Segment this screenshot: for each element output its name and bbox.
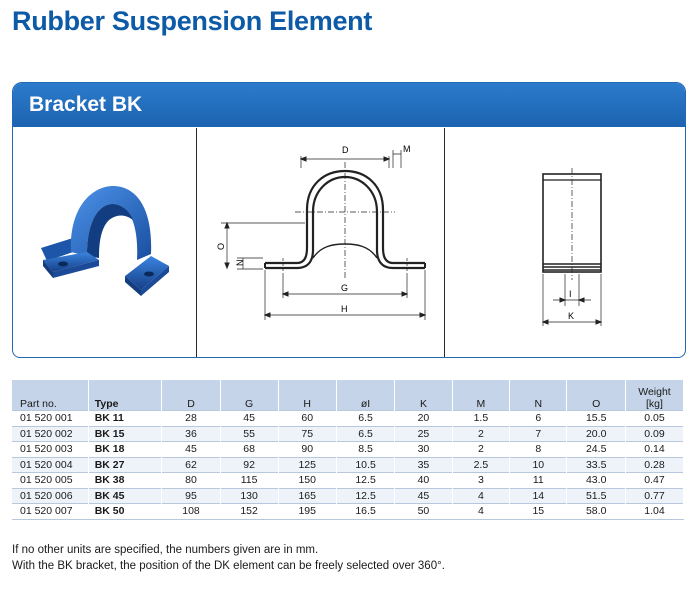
table-cell: 10.5: [336, 457, 395, 473]
table-row: [12, 442, 684, 458]
col-oi: øI: [336, 380, 395, 411]
table-cell: 24.5: [567, 442, 626, 458]
table-cell: BK 50: [88, 504, 162, 520]
table-cell: 3: [452, 473, 510, 489]
col-o: O: [567, 380, 626, 411]
label-h: H: [341, 304, 348, 314]
table-cell: 0.28: [625, 457, 683, 473]
col-weight-label: Weight: [638, 386, 671, 398]
table-cell: 125: [278, 457, 336, 473]
spec-table: [12, 380, 684, 520]
page-title: Rubber Suspension Element: [12, 6, 373, 36]
col-n: N: [510, 380, 567, 411]
table-cell: 115: [220, 473, 278, 489]
table-cell: BK 27: [88, 457, 162, 473]
table-row: [12, 488, 684, 504]
col-weight-unit: [kg]: [646, 398, 663, 410]
table-cell: 0.09: [625, 426, 683, 442]
col-weight: [625, 380, 683, 411]
table-cell: 50: [395, 504, 452, 520]
table-header-row: [12, 380, 684, 411]
table-cell: BK 11: [88, 411, 162, 427]
col-type: Type: [88, 380, 162, 411]
col-g: G: [220, 380, 278, 411]
col-m: M: [452, 380, 510, 411]
label-d: D: [342, 145, 349, 155]
table-cell: 68: [220, 442, 278, 458]
table-cell: 20.0: [567, 426, 626, 442]
label-m: M: [403, 144, 411, 154]
table-cell: 7: [510, 426, 567, 442]
table-cell: 60: [278, 411, 336, 427]
table-cell: 1.5: [452, 411, 510, 427]
col-k: K: [395, 380, 452, 411]
table-cell: 01 520 007: [12, 504, 88, 520]
table-cell: 15.5: [567, 411, 626, 427]
label-o: O: [216, 242, 226, 250]
table-row: [12, 504, 684, 520]
table-cell: 195: [278, 504, 336, 520]
table-cell: 28: [162, 411, 220, 427]
table-row: [12, 411, 684, 427]
table-cell: 165: [278, 488, 336, 504]
table-cell: 4: [452, 488, 510, 504]
table-row: [12, 473, 684, 489]
note-units: If no other units are specified, the numbers given are in mm.: [12, 544, 319, 556]
table-cell: 33.5: [567, 457, 626, 473]
label-g: G: [341, 283, 349, 293]
table-cell: BK 15: [88, 426, 162, 442]
table-row: [12, 457, 684, 473]
table-cell: 8.5: [336, 442, 395, 458]
table-cell: 2.5: [452, 457, 510, 473]
table-cell: 01 520 002: [12, 426, 88, 442]
table-cell: 1.04: [625, 504, 683, 520]
table-cell: 55: [220, 426, 278, 442]
table-cell: 01 520 006: [12, 488, 88, 504]
table-cell: 40: [395, 473, 452, 489]
product-panel: [12, 82, 686, 358]
product-photo-cell: [13, 128, 195, 357]
panel-body: [13, 128, 685, 357]
table-cell: BK 38: [88, 473, 162, 489]
table-cell: 4: [452, 504, 510, 520]
note-bracket: With the BK bracket, the position of the DK element can be freely selected over 360°.: [12, 560, 445, 572]
table-cell: 01 520 004: [12, 457, 88, 473]
col-d: D: [162, 380, 220, 411]
table-cell: 10: [510, 457, 567, 473]
side-view-drawing-cell: [444, 128, 686, 357]
product-photo: [13, 128, 195, 357]
col-h: H: [278, 380, 336, 411]
table-cell: 2: [452, 426, 510, 442]
table-cell: 12.5: [336, 488, 395, 504]
table-cell: 95: [162, 488, 220, 504]
table-cell: 25: [395, 426, 452, 442]
table-cell: 0.47: [625, 473, 683, 489]
table-cell: 45: [395, 488, 452, 504]
col-part-no: Part no.: [12, 380, 88, 411]
table-cell: 130: [220, 488, 278, 504]
table-cell: 43.0: [567, 473, 626, 489]
side-view-drawing: [445, 128, 686, 357]
label-n: N: [235, 259, 245, 266]
table-cell: 11: [510, 473, 567, 489]
front-view-drawing: [197, 128, 444, 357]
table-cell: 62: [162, 457, 220, 473]
table-cell: BK 18: [88, 442, 162, 458]
table-cell: 58.0: [567, 504, 626, 520]
table-cell: 30: [395, 442, 452, 458]
table-cell: 12.5: [336, 473, 395, 489]
notes: [12, 542, 445, 574]
table-cell: 14: [510, 488, 567, 504]
table-cell: 15: [510, 504, 567, 520]
table-cell: 16.5: [336, 504, 395, 520]
front-view-drawing-cell: [196, 128, 444, 357]
panel-heading: Bracket BK: [13, 83, 685, 127]
table-cell: 2: [452, 442, 510, 458]
table-cell: 36: [162, 426, 220, 442]
table-cell: 6.5: [336, 411, 395, 427]
table-cell: 20: [395, 411, 452, 427]
table-cell: 108: [162, 504, 220, 520]
table-cell: 90: [278, 442, 336, 458]
table-body: [12, 411, 684, 520]
table-cell: 92: [220, 457, 278, 473]
table-cell: 0.14: [625, 442, 683, 458]
table-cell: 0.05: [625, 411, 683, 427]
table-cell: 45: [220, 411, 278, 427]
table-row: [12, 426, 684, 442]
table-cell: 8: [510, 442, 567, 458]
table-cell: 0.77: [625, 488, 683, 504]
table-cell: 75: [278, 426, 336, 442]
label-i: I: [569, 289, 572, 299]
table-cell: 150: [278, 473, 336, 489]
label-k: K: [568, 311, 575, 321]
table-cell: 6.5: [336, 426, 395, 442]
table-cell: BK 45: [88, 488, 162, 504]
table-cell: 01 520 003: [12, 442, 88, 458]
table-cell: 152: [220, 504, 278, 520]
table-cell: 01 520 005: [12, 473, 88, 489]
table-cell: 80: [162, 473, 220, 489]
table-cell: 51.5: [567, 488, 626, 504]
table-cell: 35: [395, 457, 452, 473]
table-cell: 45: [162, 442, 220, 458]
table-cell: 6: [510, 411, 567, 427]
table-cell: 01 520 001: [12, 411, 88, 427]
